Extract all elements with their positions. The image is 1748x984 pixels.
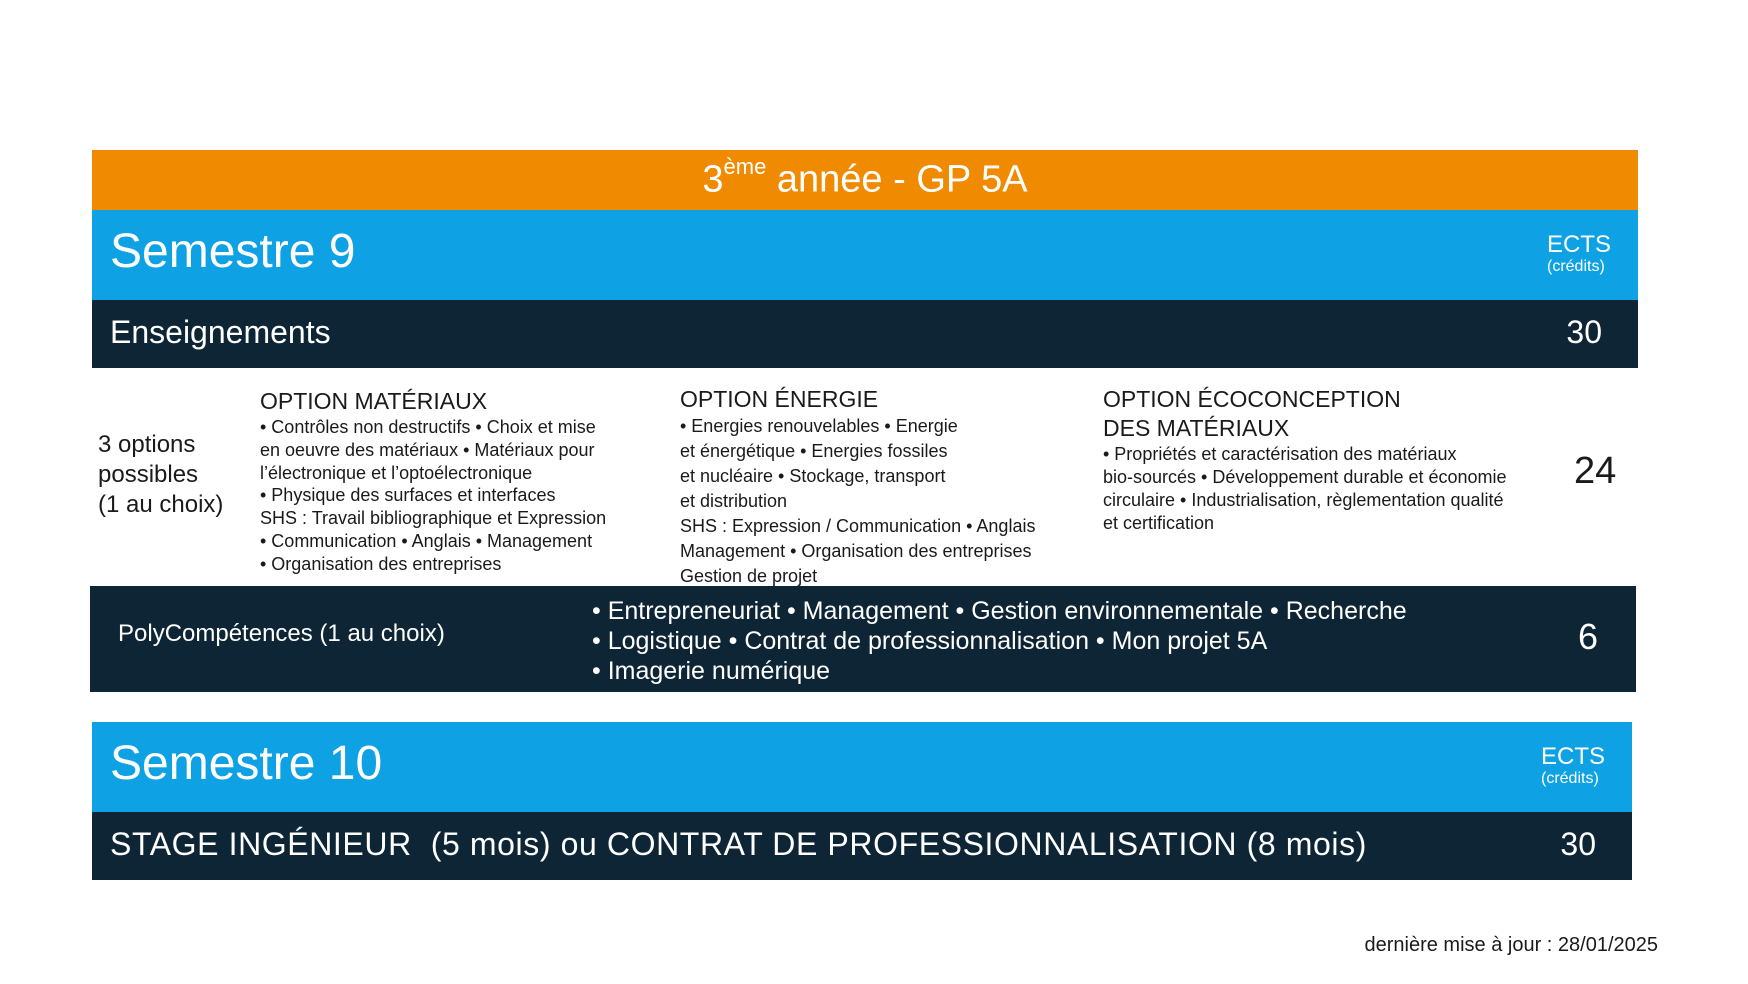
polycompetences-row: [90, 586, 1636, 692]
options-label-line: 3 options: [98, 431, 196, 458]
option-description: [680, 414, 1080, 589]
option-line: SHS : Travail bibliographique et Expression: [260, 508, 607, 529]
polycompetences-line: • Logistique • Contrat de professionnalisation • Mon projet 5A: [592, 627, 1268, 655]
stage-label: STAGE INGÉNIEUR (5 mois) ou CONTRAT DE PROFESSIONNALISATION (8 mois): [110, 826, 1367, 862]
option-line: en oeuvre des matériaux • Matériaux pour: [260, 439, 595, 460]
semester-10-ects-label: [1541, 744, 1605, 788]
options-label: [98, 430, 223, 520]
option-line: • Physique des surfaces et interfaces: [260, 485, 556, 506]
year-number: 3: [702, 158, 724, 201]
stage-ects: 30: [1560, 826, 1596, 862]
option-line: et énergétique • Energies fossiles: [680, 441, 948, 461]
option-title: OPTION ÉCOCONCEPTION: [1103, 386, 1401, 412]
semester-9-ects-label: [1547, 232, 1611, 276]
year-title-band: [92, 150, 1638, 210]
polycompetences-list: [592, 596, 1407, 686]
last-update: dernière mise à jour : 28/01/2025: [1364, 934, 1658, 956]
polycompetences-line: • Imagerie numérique: [592, 657, 831, 685]
year-title: [702, 154, 1028, 202]
ects-sublabel: (crédits): [1540, 770, 1599, 787]
semester-9-title: Semestre 9: [110, 225, 356, 278]
option-line: SHS : Expression / Communication • Anglais: [680, 516, 1036, 536]
year-suffix: ème: [723, 154, 767, 180]
option-line: • Communication • Anglais • Management: [260, 530, 593, 551]
ects-sublabel: (crédits): [1546, 258, 1605, 275]
option-materiaux: [260, 387, 640, 576]
enseignements-label: Enseignements: [110, 314, 331, 350]
option-line: Gestion de projet: [680, 566, 818, 586]
option-title: OPTION ÉNERGIE: [680, 386, 879, 412]
option-line: • Energies renouvelables • Energie: [680, 416, 958, 436]
options-label-line: (1 au choix): [98, 491, 224, 518]
option-line: Management • Organisation des entreprises: [680, 541, 1032, 561]
option-line: et nucléaire • Stockage, transport: [680, 466, 946, 486]
polycompetences-line: • Entrepreneuriat • Management • Gestion environnementale • Recherche: [592, 597, 1407, 625]
options-label-line: possibles: [98, 461, 199, 488]
option-line: • Propriétés et caractérisation des matériaux: [1103, 444, 1457, 464]
ects-label: ECTS: [1540, 743, 1605, 770]
option-description: [1103, 443, 1543, 535]
enseignements-row: [92, 300, 1638, 368]
semester-10-title: Semestre 10: [110, 737, 383, 790]
option-line: circulaire • Industrialisation, règlementation qualité: [1103, 490, 1504, 510]
polycompetences-ects: 6: [1577, 616, 1598, 657]
option-line: l’électronique et l’optoélectronique: [260, 462, 533, 483]
option-line: • Organisation des entreprises: [260, 553, 502, 574]
option-energie: [680, 385, 1080, 589]
option-description: [260, 416, 640, 576]
polycompetences-label: PolyCompétences (1 au choix): [118, 620, 445, 647]
options-ects: 24: [1574, 450, 1617, 492]
semester-10-header: [92, 722, 1632, 812]
enseignements-ects: 30: [1566, 314, 1602, 350]
option-title: DES MATÉRIAUX: [1103, 415, 1290, 441]
option-line: • Contrôles non destructifs • Choix et mise: [260, 417, 596, 437]
year-title-rest: année - GP 5A: [766, 158, 1028, 201]
option-line: bio-sourcés • Développement durable et économie: [1103, 467, 1507, 487]
option-title: OPTION MATÉRIAUX: [260, 388, 488, 414]
stage-row: [92, 812, 1632, 880]
option-line: et certification: [1103, 513, 1215, 533]
ects-label: ECTS: [1546, 231, 1611, 258]
semester-9-header: [92, 210, 1638, 300]
option-line: et distribution: [680, 491, 788, 511]
option-ecoconception: [1103, 385, 1543, 535]
